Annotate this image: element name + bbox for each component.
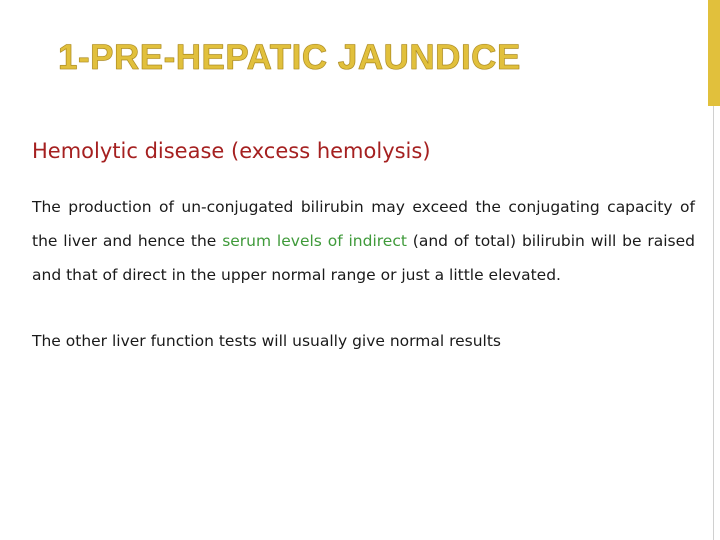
body-paragraph-production (32, 190, 695, 292)
highlight-serum-levels: serum levels of indirect (222, 232, 407, 250)
paragraph-text-after: (and of total) bilirubin will be raised and that of direct in the upper normal range or just a little elevated. (32, 232, 695, 284)
accent-bar (708, 0, 720, 106)
paragraph-text-before: The production of un-conjugated bilirubin may exceed the conjugating capacity of the liver and hence the (32, 198, 695, 250)
accent-line (713, 106, 714, 540)
body-paragraph-liver-tests: The other liver function tests will usually give normal results (32, 332, 502, 350)
slide-title: 1-PRE-HEPATIC JAUNDICE (58, 38, 521, 77)
slide-subtitle: Hemolytic disease (excess hemolysis) (32, 139, 431, 163)
